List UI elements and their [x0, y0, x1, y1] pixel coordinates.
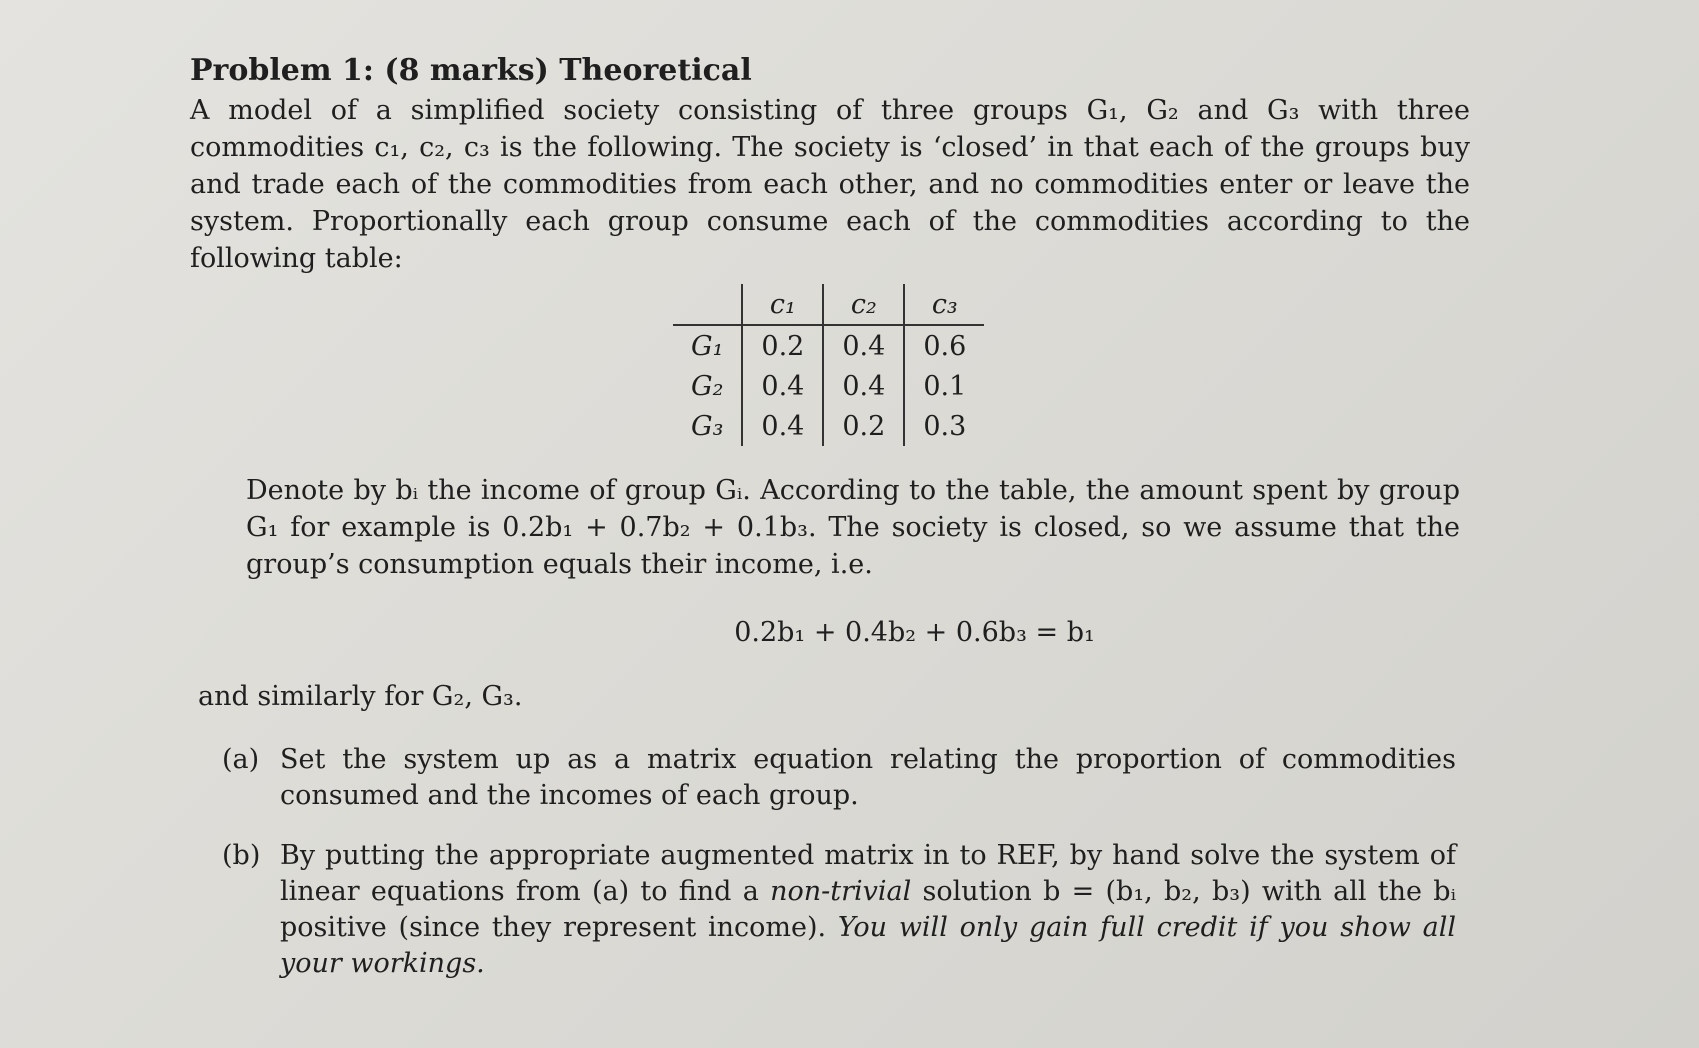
denote-paragraph — [198, 472, 1460, 583]
table-cell: 0.6 — [923, 330, 967, 362]
table-cell: 0.4 — [742, 366, 823, 406]
part-a-label: (a) — [222, 744, 260, 775]
table-header-row — [673, 284, 984, 325]
table-cell: 0.4 — [742, 406, 823, 446]
table-cell: 0.1 — [923, 370, 967, 402]
table-cell: 0.2 — [823, 406, 904, 446]
column-header-c1: c₁ — [742, 284, 823, 325]
part-b-text-1: By putting the appropriate augmented matrix in to REF, by hand solve the system of linear equations from (a) to find a — [280, 840, 1456, 907]
income-equation: 0.2b₁ + 0.4b₂ + 0.6b₃ = b₁ — [734, 617, 1095, 648]
column-header-c3: c₃ — [904, 284, 984, 325]
table-corner — [673, 284, 742, 325]
table-row — [673, 406, 984, 446]
part-b-emphasis-credit: You will only gain full credit if you show all your workings. — [280, 912, 1456, 979]
row-header-g3: G₃ — [673, 406, 742, 446]
column-header-c2: c₂ — [823, 284, 904, 325]
similarly-text: and similarly for G₂, G₃. — [198, 681, 523, 712]
part-a-text: Set the system up as a matrix equation relating the proportion of commodities consumed and the incomes of each group. — [280, 744, 1456, 811]
part-b-text-2: solution b = (b₁, b₂, b₃) with all the bᵢ positive (since they represent income). — [280, 876, 1456, 943]
table-row — [673, 366, 984, 406]
table-cell: 0.4 — [823, 366, 904, 406]
consumption-table — [673, 284, 984, 446]
denote-text: Denote by bᵢ the income of group Gᵢ. According to the table, the amount spent by group G₁ for example is 0.2b₁ + 0.7b₂ + 0.1b₃. The society is closed, so we assume that the group’s consumption equals their income, i.e. — [246, 475, 1460, 580]
row-header-g1: G₁ — [673, 325, 742, 366]
table-row — [673, 325, 984, 366]
problem-intro: A model of a simplified society consisting of three groups G₁, G₂ and G₃ with three commodities c₁, c₂, c₃ is the following. The society is ‘closed’ in that each of the groups buy and trade each of the commodities from each other, and no commodities enter or leave the system. Proportionally each group consume each of the commodities according to the following table: — [190, 95, 1470, 274]
table-cell: 0.3 — [923, 410, 967, 442]
row-header-g2: G₂ — [673, 366, 742, 406]
part-b-body — [280, 838, 1456, 982]
part-b-emphasis-non-trivial: non-trivial — [770, 876, 912, 907]
part-b — [222, 838, 1462, 982]
part-b-label: (b) — [222, 840, 261, 871]
table-cell: 0.4 — [823, 325, 904, 366]
table-cell: 0.2 — [742, 325, 823, 366]
problem-heading: Problem 1: (8 marks) Theoretical — [190, 53, 752, 88]
part-a — [222, 742, 1462, 814]
